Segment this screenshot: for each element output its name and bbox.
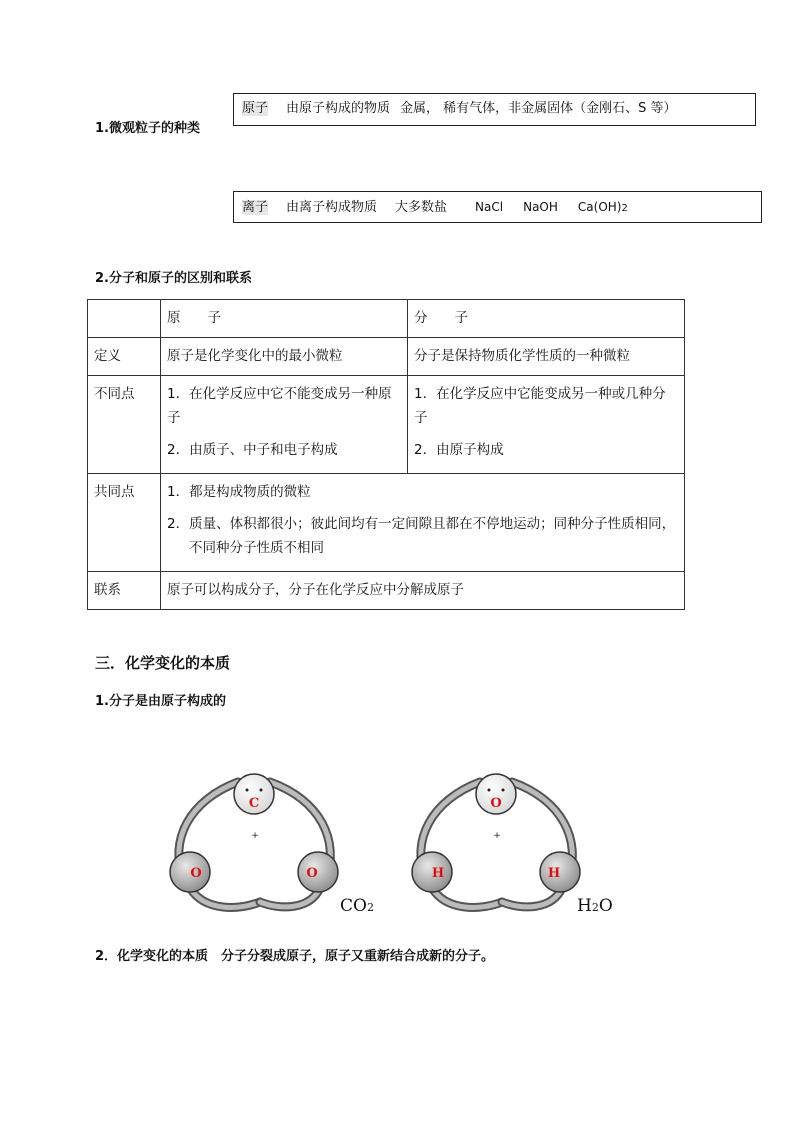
h2o-caption-main: H xyxy=(577,896,592,916)
link-cell: 原子可以构成分子，分子在化学反应中分解成原子 xyxy=(161,572,685,610)
h2o-molecule xyxy=(412,774,580,907)
table-corner-cell xyxy=(88,300,161,338)
molecule-figure xyxy=(160,760,630,920)
ion-box-desc: 由离子构成物质 xyxy=(286,200,378,215)
table-row xyxy=(88,572,685,610)
atom-o-right xyxy=(298,852,338,892)
eye xyxy=(502,789,505,792)
atom-box-desc: 由原子构成的物质 xyxy=(286,101,391,116)
row-label-differences: 不同点 xyxy=(88,376,161,474)
h2o-caption xyxy=(577,896,613,916)
diff-atom-2: 2．由质子、中子和电子构成 xyxy=(167,442,338,458)
h2o-caption-tail: O xyxy=(598,896,613,916)
atom-h-right-label: H xyxy=(547,866,561,881)
co2-caption xyxy=(340,896,374,916)
diff-molecule-cell xyxy=(408,376,685,474)
atom-o-label: O xyxy=(490,796,502,811)
ion-box-category: 大多数盐 xyxy=(395,200,448,215)
diff-atom-cell xyxy=(161,376,408,474)
table-header-molecule: 分 子 xyxy=(408,300,685,338)
diff-mol-1: 1．在化学反应中它能变成另一种或几种分子 xyxy=(414,386,666,426)
eye xyxy=(260,789,263,792)
diff-mol-2: 2．由原子构成 xyxy=(414,442,504,458)
def-molecule-cell: 分子是保持物质化学性质的一种微粒 xyxy=(408,338,685,376)
section3-sub1: 1.分子是由原子构成的 xyxy=(95,694,226,709)
co2-plus: + xyxy=(251,831,259,841)
co2-caption-main: CO xyxy=(340,896,367,916)
eye xyxy=(488,789,491,792)
section2-heading: 2.分子和原子的区别和联系 xyxy=(95,271,252,286)
table-row xyxy=(88,338,685,376)
common-cell xyxy=(161,474,685,572)
section3-heading: 三．化学变化的本质 xyxy=(95,654,231,672)
table-row xyxy=(88,376,685,474)
atom-h-left-label: H xyxy=(431,866,445,881)
common-2: 2．质量、体积都很小；彼此间均有一定间隙且都在不停地运动；同种分子性质相同，不同种分子性质不相同 xyxy=(167,516,676,556)
row-label-common: 共同点 xyxy=(88,474,161,572)
ion-box-ex1: NaCl xyxy=(475,200,504,214)
common-1: 1．都是构成物质的微粒 xyxy=(167,484,311,500)
ion-box-ex3-sub: 2 xyxy=(621,203,628,214)
h2o-caption-sub: 2 xyxy=(591,901,599,914)
row-label-definition: 定义 xyxy=(88,338,161,376)
atom-box xyxy=(233,93,756,126)
ion-box-ex2: NaOH xyxy=(523,200,558,214)
atom-o-left-label: O xyxy=(190,866,202,881)
section1-heading: 1.微观粒子的种类 xyxy=(95,121,200,136)
atom-box-key: 原子 xyxy=(242,101,269,116)
co2-caption-sub: 2 xyxy=(366,901,374,914)
section3-sub2: 2．化学变化的本质 分子分裂成原子，原子又重新结合成新的分子。 xyxy=(95,949,495,964)
atom-box-examples: 金属， 稀有气体，非金属固体（金刚石、S 等） xyxy=(400,101,677,116)
h2o-plus: + xyxy=(493,831,501,841)
ion-box-key: 离子 xyxy=(242,200,269,215)
ion-box xyxy=(233,191,762,223)
comparison-table xyxy=(87,299,685,610)
table-header-atom: 原 子 xyxy=(161,300,408,338)
co2-molecule xyxy=(170,774,338,907)
atom-o-right-label: O xyxy=(306,866,318,881)
diff-atom-1: 1．在化学反应中它不能变成另一种原子 xyxy=(167,386,392,426)
table-row xyxy=(88,300,685,338)
ion-box-ex3: Ca(OH) xyxy=(577,200,622,214)
eye xyxy=(246,789,249,792)
table-row xyxy=(88,474,685,572)
def-atom-cell: 原子是化学变化中的最小微粒 xyxy=(161,338,408,376)
atom-c-label: C xyxy=(248,796,260,811)
row-label-link: 联系 xyxy=(88,572,161,610)
